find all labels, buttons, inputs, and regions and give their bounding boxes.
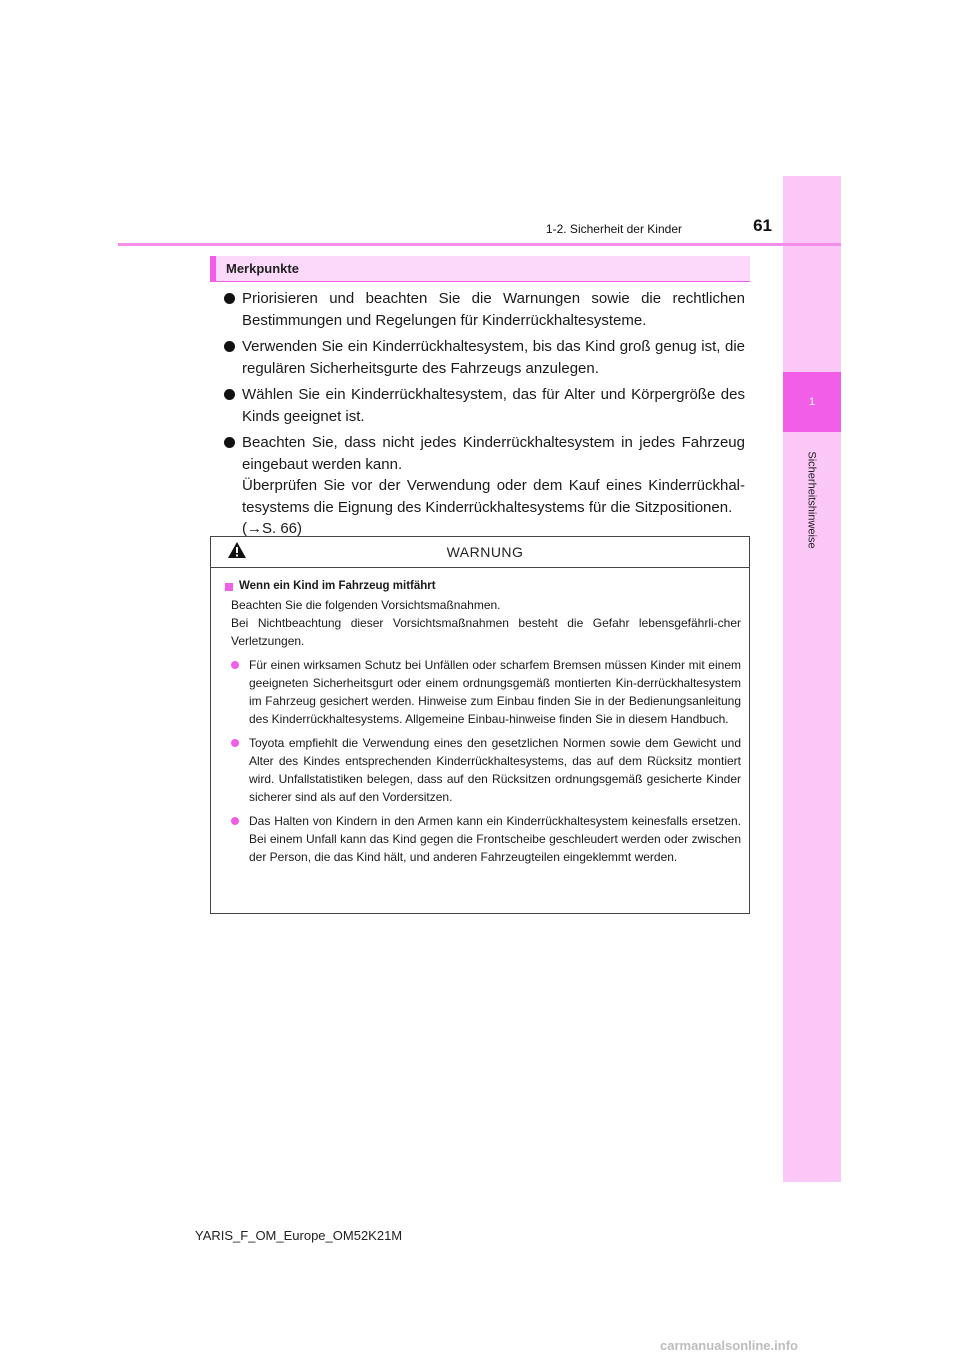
list-item-text: Priorisieren und beachten Sie die Warnungen sowie die rechtlichen Bestimmungen und Regelungen für Kinderrückhaltesysteme.: [242, 290, 745, 329]
list-item-text: Beachten Sie, dass nicht jedes Kinderrückhaltesystem in jedes Fahrzeug eingebaut werden kann.: [242, 434, 745, 473]
merkpunkte-list: [210, 288, 745, 545]
section-title: 1-2. Sicherheit der Kinder: [545, 222, 682, 236]
bullet-icon: [224, 437, 235, 448]
chapter-label: Sicherheitshinweise: [806, 451, 818, 549]
list-item: [210, 336, 745, 379]
chapter-label-container: [783, 440, 841, 560]
square-bullet-icon: [225, 583, 233, 591]
warning-item-text: Toyota empfiehlt die Verwendung eines den gesetzlichen Normen sowie dem Gewicht und Alter des Kindes entsprechenden Kinderrückhaltesystems, das auf dem Rücksitz montiert wird. Unfallstatistiken belegen, dass auf den Rücksitzen ordnungsgemäß gesicherte Kinder sicherer sind als auf den Vordersitzen.: [249, 736, 741, 804]
warning-body: [211, 568, 749, 866]
warning-list-item: [231, 812, 741, 866]
warning-subtitle-text: Wenn ein Kind im Fahrzeug mitfährt: [239, 580, 436, 592]
warning-list-item: [231, 656, 741, 728]
bullet-icon: [224, 293, 235, 304]
header-rule: [118, 243, 841, 246]
list-item: [210, 288, 745, 331]
bullet-icon: [224, 341, 235, 352]
list-item: [210, 432, 745, 540]
warning-intro-line: Beachten Sie die folgenden Vorsichtsmaßnahmen.: [231, 598, 501, 612]
bullet-icon: [231, 739, 239, 747]
warning-subtitle: [225, 580, 741, 592]
merkpunkte-title: Merkpunkte: [226, 261, 299, 276]
warning-item-text: Das Halten von Kindern in den Armen kann ein Kinderrückhaltesystem keinesfalls ersetzen. Bei einem Unfall kann das Kind gegen die Frontscheibe geschleudert werden oder zwischen der Person, die das Kind hält, und anderen Fahrzeugteilen eingeklemmt werden.: [249, 814, 741, 864]
list-item-text: Wählen Sie ein Kinderrückhaltesystem, das für Alter und Körpergröße des Kinds geeignet ist.: [242, 386, 745, 425]
warning-intro: [231, 596, 741, 650]
warning-box: [210, 536, 750, 914]
list-item-text: Verwenden Sie ein Kinderrückhaltesystem, bis das Kind groß genug ist, die regulären Sicherheitsgurte des Fahrzeugs anzulegen.: [242, 338, 745, 377]
page-reference-link[interactable]: (→S. 66): [242, 520, 303, 537]
side-tab-strip: [783, 176, 841, 1182]
bullet-icon: [224, 389, 235, 400]
warning-title-text: WARNUNG: [446, 544, 524, 560]
warning-title: [447, 544, 524, 560]
chapter-number-tab: [783, 372, 841, 432]
warning-intro-line: Bei Nichtbeachtung dieser Vorsichtsmaßnahmen besteht die Gefahr lebensgefährli-cher Verletzungen.: [231, 616, 741, 648]
warning-list-item: [231, 734, 741, 806]
merkpunkte-heading: [210, 256, 750, 282]
bullet-icon: [231, 817, 239, 825]
page-number: 61: [753, 216, 772, 235]
document-code: YARIS_F_OM_Europe_OM52K21M: [195, 1228, 403, 1243]
warning-header: [211, 537, 749, 568]
bullet-icon: [231, 661, 239, 669]
watermark: carmanualsonline.info: [660, 1338, 798, 1353]
warning-triangle-icon: [227, 541, 247, 559]
warning-item-text: Für einen wirksamen Schutz bei Unfällen oder scharfem Bremsen müssen Kinder mit einem geeigneten Sicherheitsgurt oder einem ordnungsgemäß montierten Kin-derrückhaltesystem im Fahrzeug gesichert werden. Hinweise zum Einbau finden Sie in der Bedienungsanleitung des Kinderrückhaltesystems. Allgemeine Einbau-hinweise finden Sie in diesem Handbuch.: [249, 658, 741, 726]
list-item-text-continued: Überprüfen Sie vor der Verwendung oder dem Kauf eines Kinderrückhal-tesystems die Eignung des Kinderrückhaltesystems für die Sitzpositionen.: [242, 477, 745, 516]
list-item: [210, 384, 745, 427]
chapter-number: 1: [808, 396, 816, 408]
